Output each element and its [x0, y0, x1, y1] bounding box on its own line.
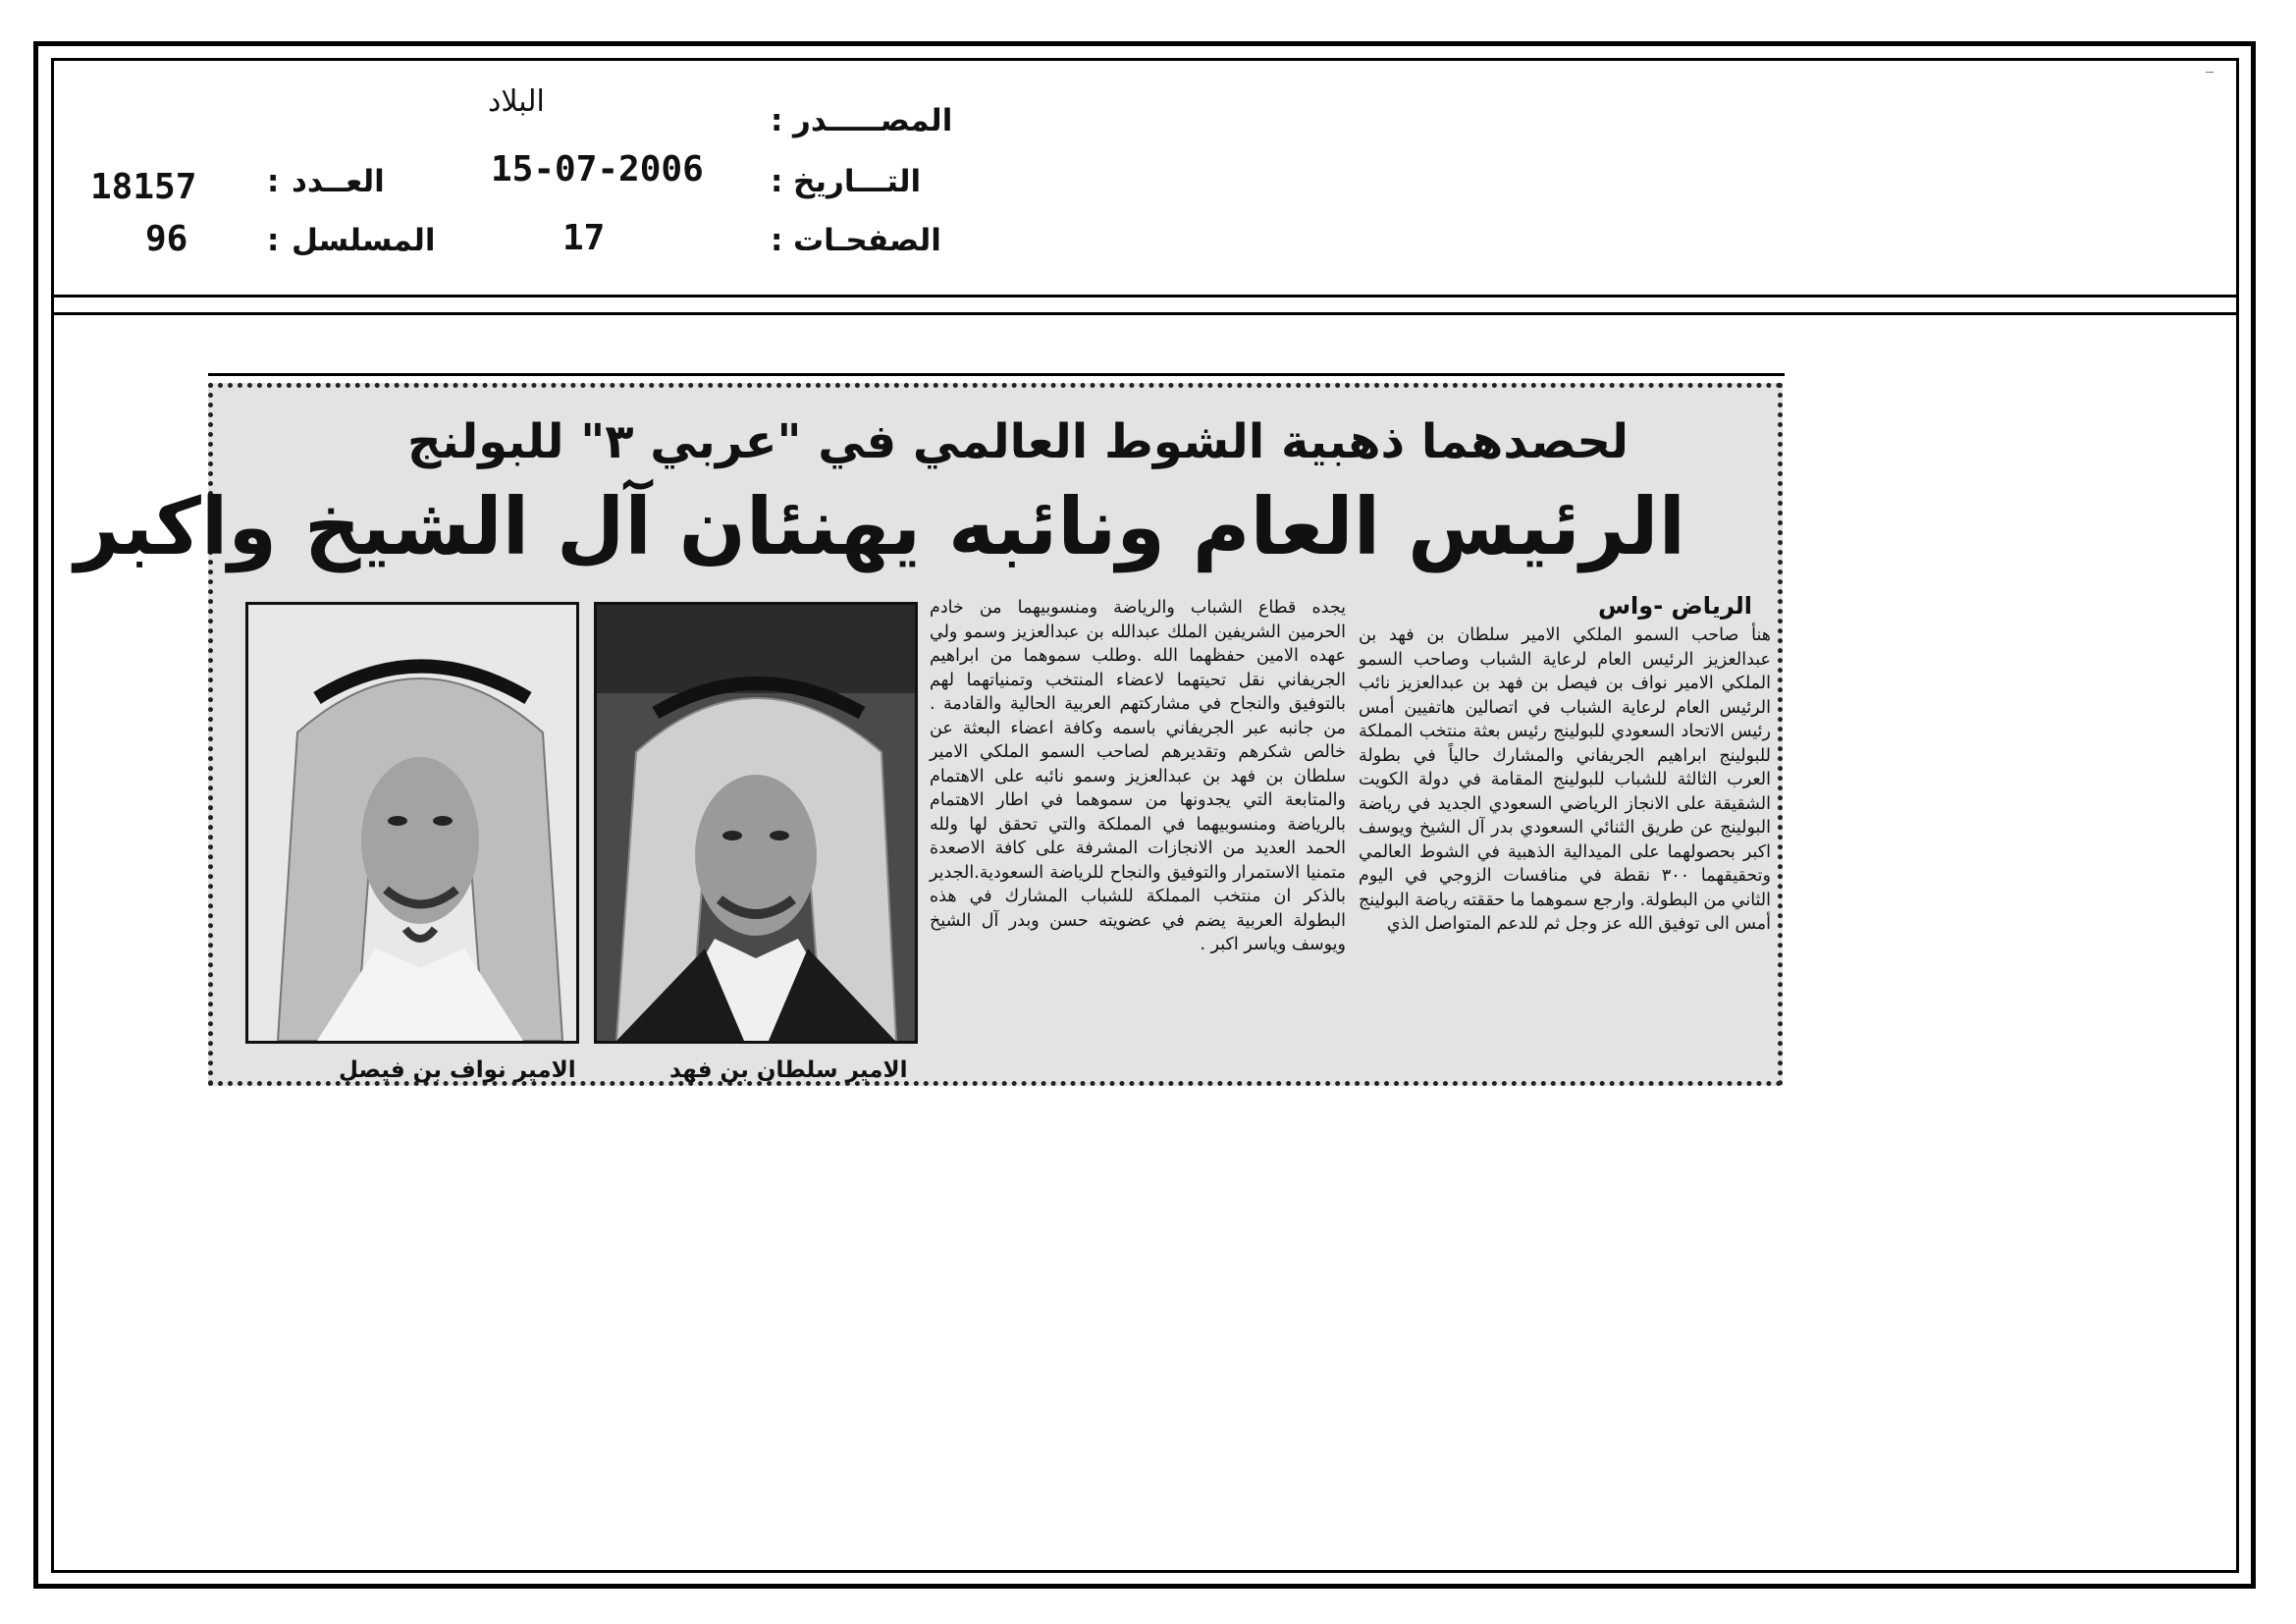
serial-label: المسلسل	[292, 223, 436, 258]
issue-colon: :	[267, 164, 280, 199]
article-text-right: هنأ صاحب السمو الملكي الامير سلطان بن فهد بن عبدالعزيز الرئيس العام لرعاية الشباب وصاحب السمو الملكي الامير نواف بن فيصل بن فهد بن عبدالعزيز نائب الرئيس العام لرعاية الشباب في اتصالين هاتفيين أمس رئيس الاتحاد السعودي للبولينج رئيس بعثة منتخب المملكة للبولينج ابراهيم الجريفاني والمشارك حالياً في بطولة العرب الثالثة للشباب للبولينج المقامة في دولة الكويت الشقيقة على الانجاز الرياضي السعودي الجديد في رياضة البولينج عن طريق الثنائي السعودي بدر آل الشيخ ويوسف اكبر بحصولهما على الميدالية الذهبية في الشوط العالمي وتحقيقهما ٣٠٠ نقطة في منافسات الزوجي في اليوم الثاني من البطولة. وارجع سموهما ما حققته رياضة البولينج أمس الى توفيق الله عز وجل ثم للدعم المتواصل الذي	[1359, 625, 1771, 934]
header-separator	[51, 295, 2239, 298]
pages-value: 17	[562, 218, 606, 258]
article-headline: الرئيس العام ونائبه يهنئان آل الشيخ واكبر	[74, 481, 1685, 572]
article-subheadline: لحصدهما ذهبية الشوط العالمي في "عربي ٣" للبولنج	[407, 414, 1629, 469]
article-column-middle	[930, 596, 1346, 957]
portrait-image	[248, 605, 576, 1041]
date-label: التـــاريخ	[793, 164, 922, 199]
date-value: 15-07-2006	[491, 149, 704, 189]
pages-colon: :	[771, 223, 783, 258]
issue-value: 18157	[90, 167, 197, 207]
issue-label: العــدد	[292, 164, 385, 199]
source-value: البلاد	[488, 84, 545, 119]
date-colon: :	[771, 164, 783, 199]
portrait-photo-nawaf	[245, 602, 579, 1044]
article-text-middle: يجده قطاع الشباب والرياضة ومنسوبيهما من خادم الحرمين الشريفين الملك عبدالله بن عبدالعزيز وسمو ولي عهده الامين حفظهما الله .وطلب سموهما من ابراهيم الجريفاني نقل تحيتهما لاعضاء المنتخب وتمنياتهما لهم بالتوفيق والنجاح في مشاركتهم العربية الحالية والقادمة . من جانبه عبر الجريفاني باسمه وكافة اعضاء البعثة عن خالص شكرهم وتقديرهم لصاحب السمو الملكي الامير سلطان بن فهد بن عبدالعزيز وسمو نائبه على الاهتمام والمتابعة التي يجدونها من سموهما في اطار الاهتمام بالرياضة ومنسوبيهما في المملكة والتي تحقق لها ولله الحمد العديد من الانجازات المشرفة على كافة الاصعدة متمنيا الاستمرار والتوفيق والنجاح للرياضة السعودية.الجدير بالذكر ان منتخب المملكة للشباب المشارك في هذه البطولة العربية يضم في عضويته حسن وبدر آل الشيخ ويوسف وياسر اكبر .	[930, 598, 1346, 954]
article-column-right	[1359, 623, 1771, 937]
serial-value: 96	[145, 219, 188, 259]
source-colon: :	[771, 103, 783, 138]
newspaper-clipping	[74, 373, 1785, 1088]
pages-label: الصفحـات	[793, 223, 941, 258]
caption-nawaf: الامير نواف بن فيصل	[339, 1057, 576, 1083]
clipping-top-rule	[208, 373, 1785, 376]
clipping-box	[74, 383, 1783, 1086]
serial-colon: :	[267, 223, 280, 258]
portrait-photo-sultan	[594, 602, 918, 1044]
source-label: المصـــــدر	[793, 103, 953, 138]
header-separator-second	[51, 312, 2239, 315]
caption-sultan: الامير سلطان بن فهد	[669, 1057, 908, 1083]
article-dateline: الرياض -واس	[1597, 592, 1752, 620]
corner-mark	[2206, 72, 2214, 73]
portrait-image	[597, 605, 915, 1041]
